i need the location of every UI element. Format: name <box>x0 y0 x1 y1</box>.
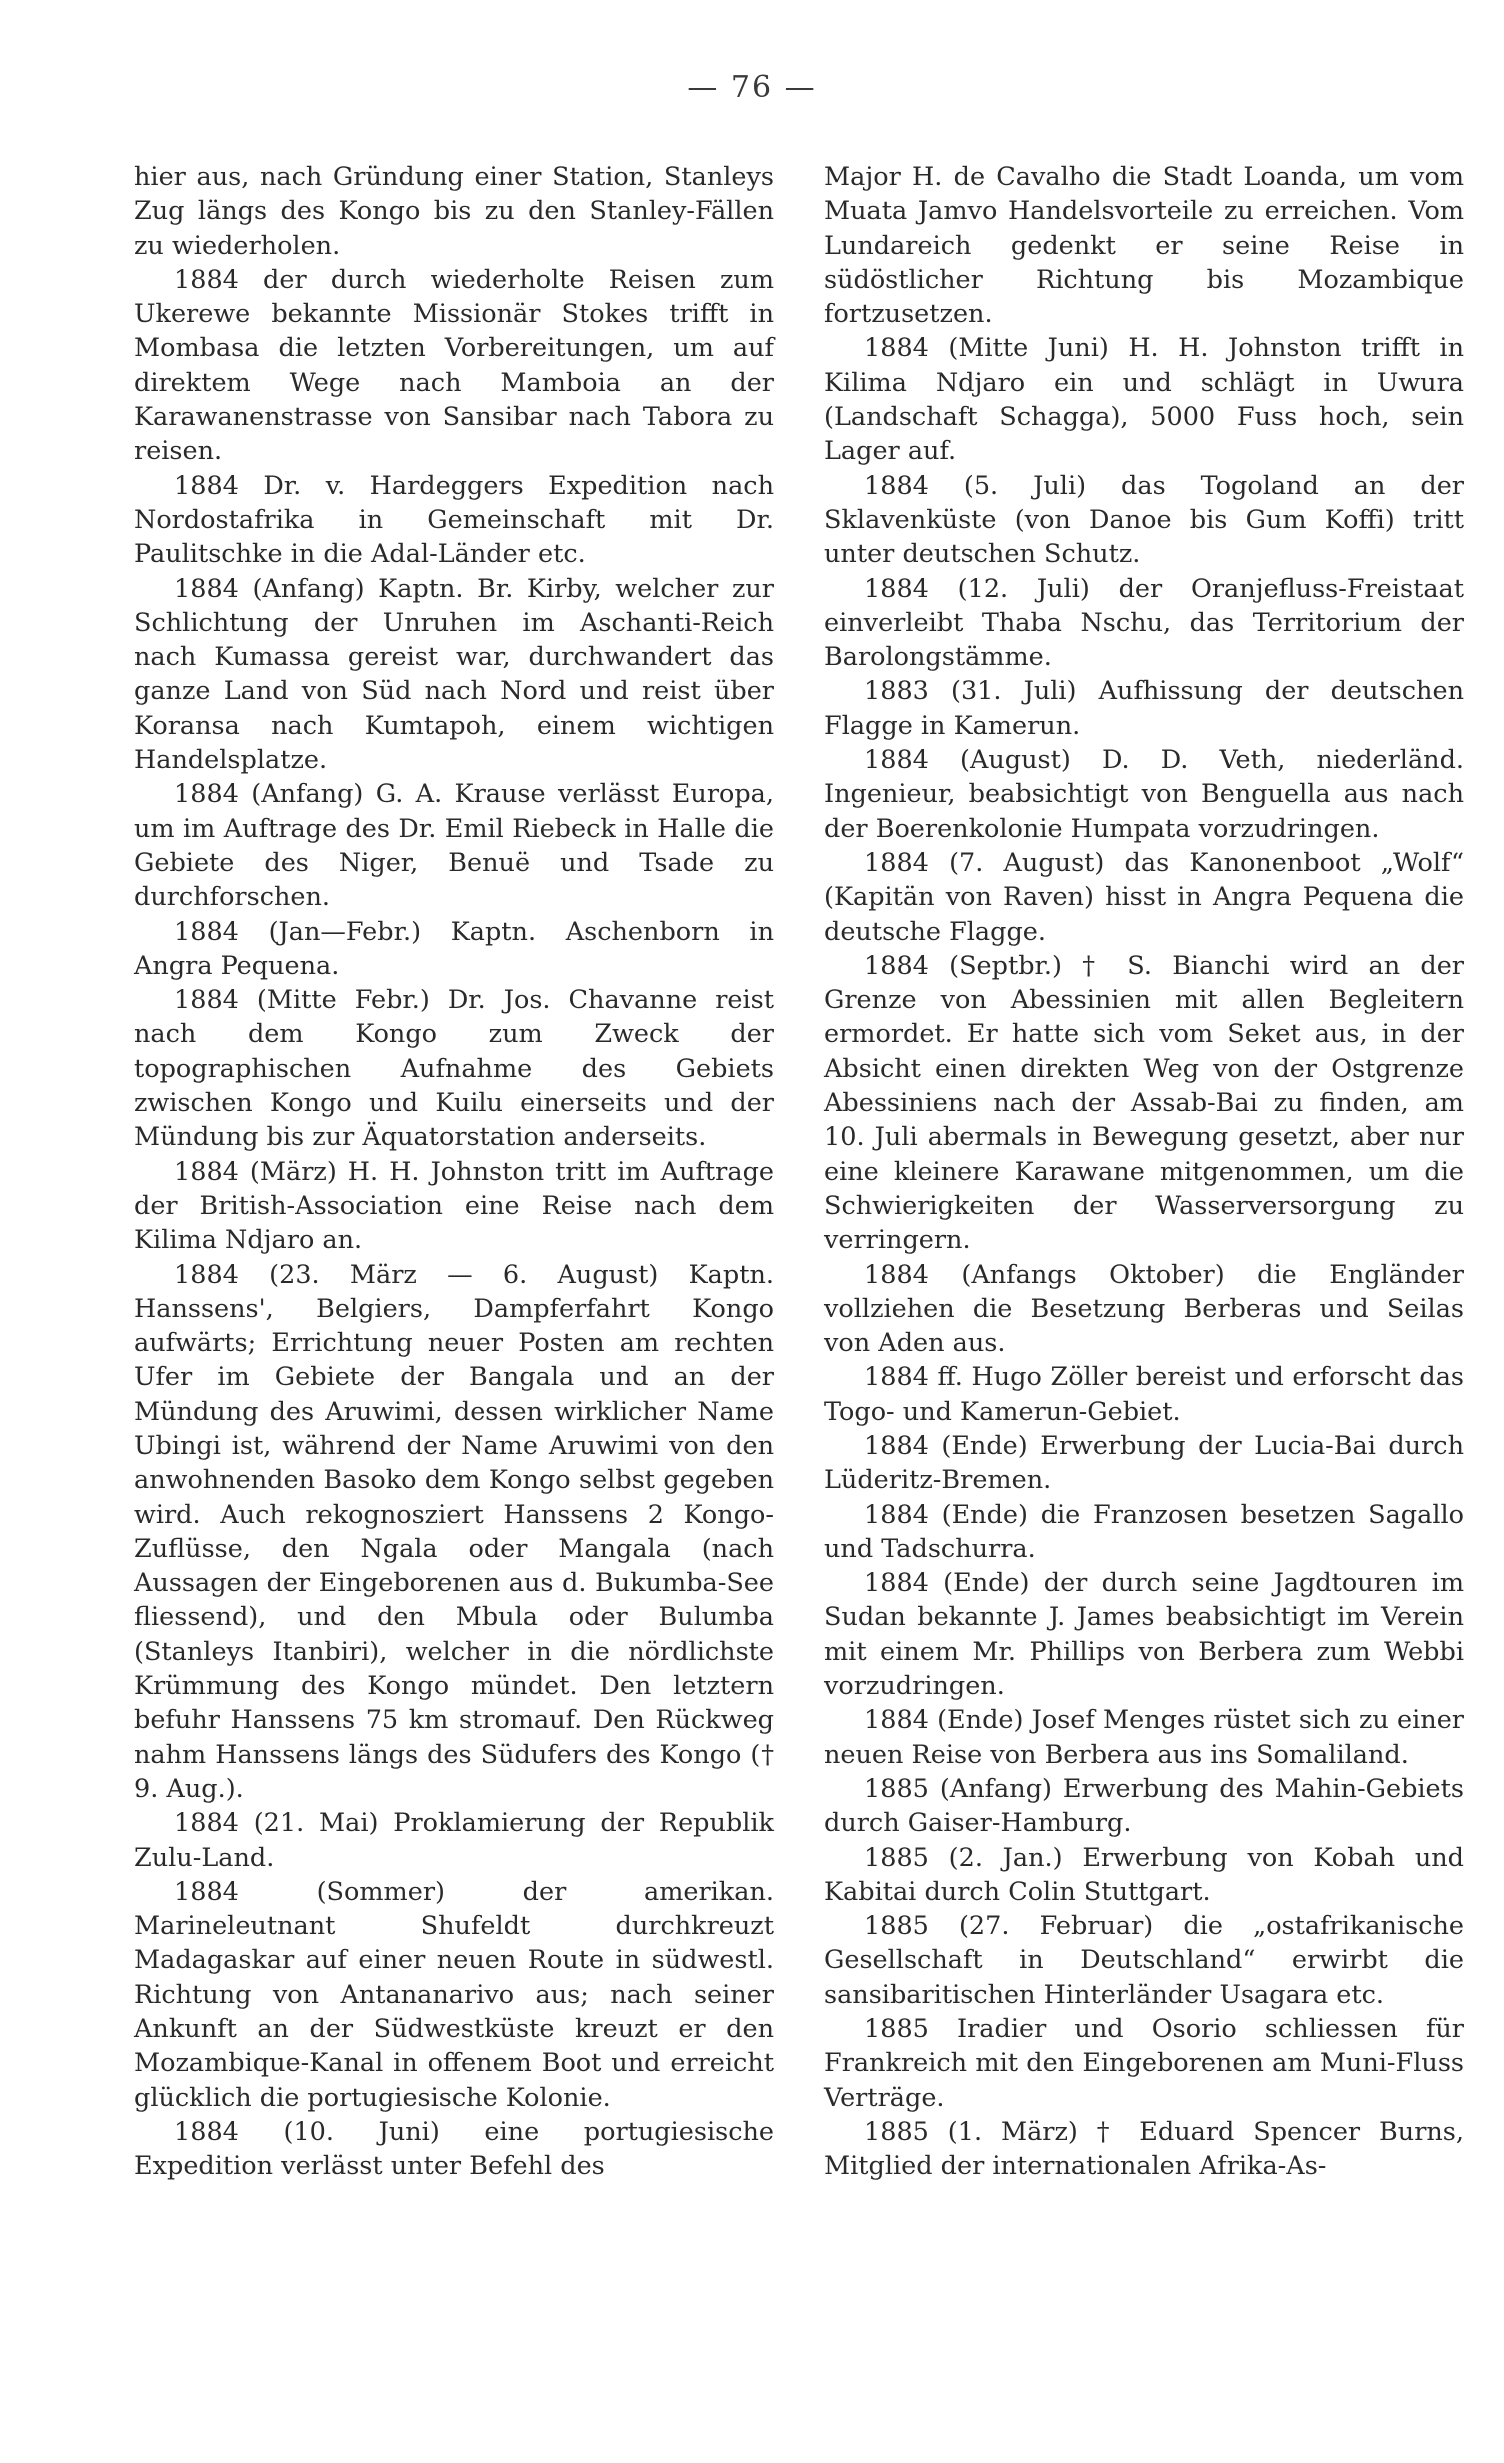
chronology-entry: 1884 (Ende) Josef Menges rüstet sich zu einer neuen Reise von Berbera aus ins Somaliland. <box>824 1705 1464 1770</box>
chronology-entry: 1884 (Anfang) G. A. Krause verlässt Europa, um im Auftrage des Dr. Emil Riebeck in Halle die Gebiete des Niger, Benuë und Tsade zu durchforschen. <box>134 779 774 913</box>
left-column <box>134 160 774 2184</box>
page-number: — 76 — <box>687 70 817 105</box>
chronology-entry: 1884 der durch wiederholte Reisen zum Ukerewe bekannte Missionär Stokes trifft in Mombasa die letzten Vorbereitungen, um auf direktem Wege nach Mamboia an der Karawanenstrasse von Sansibar nach Tabora zu reisen. <box>134 264 774 467</box>
chronology-entry: Major H. de Cavalho die Stadt Loanda, um vom Muata Jamvo Handelsvorteile zu erreichen. Vom Lundareich gedenkt er seine Reise in südöstlicher Richtung bis Mozambique fortzusetzen. <box>824 162 1464 330</box>
chronology-entry: 1884 (Ende) der durch seine Jagdtouren im Sudan bekannte J. James beabsichtigt im Verein mit einem Mr. Phillips von Berbera zum Webbi vorzudringen. <box>824 1568 1464 1702</box>
chronology-entry: 1884 (Jan—Febr.) Kaptn. Aschenborn in Angra Pequena. <box>134 916 774 981</box>
chronology-entry: 1885 (Anfang) Erwerbung des Mahin-Gebiets durch Gaiser-Hamburg. <box>824 1773 1464 1839</box>
chronology-entry: 1883 (31. Juli) Aufhissung der deutschen Flagge in Kamerun. <box>824 676 1464 741</box>
chronology-entry: 1884 ff. Hugo Zöller bereist und erforscht das Togo- und Kamerun-Gebiet. <box>824 1362 1464 1427</box>
chronology-entry: 1884 (Anfangs Oktober) die Engländer vollziehen die Besetzung Berberas und Seilas von Aden aus. <box>824 1259 1464 1359</box>
chronology-entry: 1884 (Mitte Febr.) Dr. Jos. Chavanne reist nach dem Kongo zum Zweck der topographischen Aufnahme des Gebiets zwischen Kongo und Kuilu einerseits und der Mündung bis zur Äquatorstation anderseits. <box>134 985 774 1153</box>
chronology-entry: 1884 (10. Juni) eine portugiesische Expedition verlässt unter Befehl des <box>134 2116 774 2182</box>
chronology-entry: 1884 (Anfang) Kaptn. Br. Kirby, welcher zur Schlichtung der Unruhen im Aschanti-Reich nach Kumassa gereist war, durchwandert das ganze Land von Süd nach Nord und reist über Koransa nach Kumtapoh, einem wichtigen Handelsplatze. <box>134 573 774 776</box>
chronology-entry: 1884 (Ende) die Franzosen besetzen Sagallo und Tadschurra. <box>824 1499 1464 1564</box>
chronology-entry: 1884 (Mitte Juni) H. H. Johnston trifft in Kilima Ndjaro ein und schlägt in Uwura (Landschaft Schagga), 5000 Fuss hoch, sein Lager auf. <box>824 333 1464 467</box>
chronology-entry: 1885 (1. März) † Eduard Spencer Burns, Mitglied der internationalen Afrika-As- <box>824 2116 1464 2182</box>
chronology-entry: 1885 Iradier und Osorio schliessen für Frankreich mit den Eingeborenen am Muni-Fluss Verträge. <box>824 2014 1464 2113</box>
chronology-entry: 1884 (Septbr.) † S. Bianchi wird an der Grenze von Abessinien mit allen Begleitern ermordet. Er hatte sich vom Seket aus, in der Absicht einen direkten Weg von der Ostgrenze Abessiniens nach der Assab-Bai zu finden, am 10. Juli abermals in Bewegung gesetzt, aber nur eine kleinere Karawane mitgenommen, um die Schwierigkeiten der Wasserversorgung zu verringern. <box>824 950 1464 1256</box>
chronology-entry: 1884 (12. Juli) der Oranjefluss-Freistaat einverleibt Thaba Nschu, das Territorium der Barolongstämme. <box>824 573 1464 673</box>
chronology-entry: 1884 (März) H. H. Johnston tritt im Auftrage der British-Association eine Reise nach dem Kilima Ndjaro an. <box>134 1156 774 1256</box>
chronology-entry: 1884 (Sommer) der amerikan. Marineleutnant Shufeldt durchkreuzt Madagaskar auf einer neuen Route in südwestl. Richtung von Antananarivo aus; nach seiner Ankunft an der Südwestküste kreuzt er den Mozambique-Kanal in offenem Boot und erreicht glücklich die portugiesische Kolonie. <box>134 1876 774 2113</box>
chronology-entry: 1884 (Ende) Erwerbung der Lucia-Bai durch Lüderitz-Bremen. <box>824 1430 1464 1496</box>
chronology-entry: 1884 (7. August) das Kanonenboot „Wolf“ (Kapitän von Raven) hisst in Angra Pequena die deutsche Flagge. <box>824 847 1464 947</box>
right-column <box>824 160 1464 2184</box>
chronology-entry: hier aus, nach Gründung einer Station, Stanleys Zug längs des Kongo bis zu den Stanley-Fällen zu wiederholen. <box>134 162 774 261</box>
chronology-entry: 1884 (August) D. D. Veth, niederländ. Ingenieur, beabsichtigt von Benguella aus nach der Boerenkolonie Humpata vorzudringen. <box>824 745 1464 844</box>
chronology-entry: 1884 (21. Mai) Proklamierung der Republik Zulu-Land. <box>134 1808 774 1873</box>
chronology-entry: 1884 (5. Juli) das Togoland an der Sklavenküste (von Danoe bis Gum Koffi) tritt unter deutschen Schutz. <box>824 470 1464 570</box>
chronology-entry: 1884 Dr. v. Hardeggers Expedition nach Nordostafrika in Gemeinschaft mit Dr. Paulitschke in die Adal-Länder etc. <box>134 470 774 570</box>
chronology-entry: 1884 (23. März — 6. August) Kaptn. Hanssens', Belgiers, Dampferfahrt Kongo aufwärts; Errichtung neuer Posten am rechten Ufer im Gebiete der Bangala und an der Mündung des Aruwimi, dessen wirklicher Name Ubingi ist, während der Name Aruwimi von den anwohnenden Basoko dem Kongo selbst gegeben wird. Auch rekognosziert Hanssens 2 Kongo-Zuflüsse, den Ngala oder Mangala (nach Aussagen der Eingeborenen aus d. Bukumba-See fliessend), und den Mbula oder Bulumba (Stanleys Itanbiri), welcher in die nördlichste Krümmung des Kongo mündet. Den letztern befuhr Hanssens 75 km stromauf. Den Rückweg nahm Hanssens längs des Südufers des Kongo († 9. Aug.). <box>134 1259 774 1804</box>
chronology-entry: 1885 (2. Jan.) Erwerbung von Kobah und Kabitai durch Colin Stuttgart. <box>824 1842 1464 1907</box>
chronology-entry: 1885 (27. Februar) die „ostafrikanische Gesellschaft in Deutschland“ erwirbt die sansibaritischen Hinterländer Usagara etc. <box>824 1911 1464 2010</box>
